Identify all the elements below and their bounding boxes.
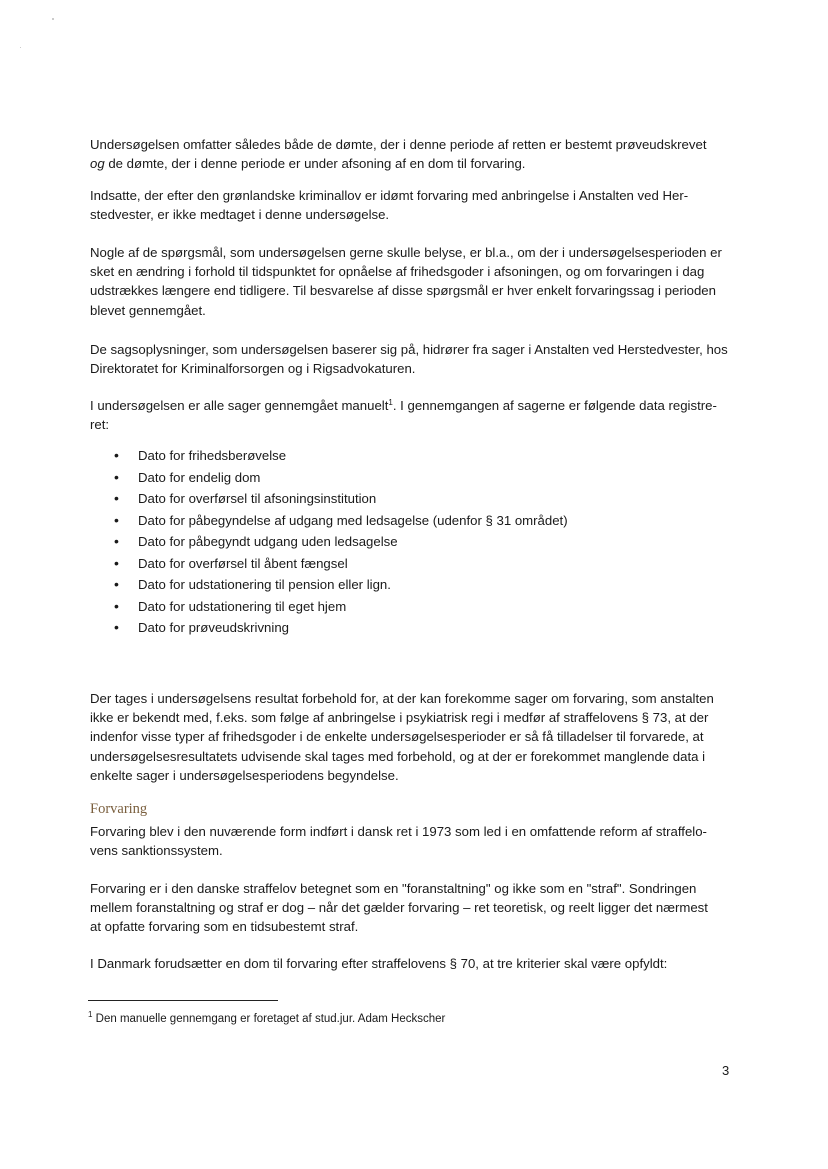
paragraph-criteria	[90, 954, 740, 973]
list-item: • Dato for frihedsberøvelse	[112, 445, 568, 467]
paragraph-line: Indsatte, der efter den grønlandske kriminallov er idømt forvaring med anbringelse i Anstalten ved Her-	[90, 188, 689, 203]
paragraph-line-end: . I gennemgangen af sagerne er følgende data registre-	[392, 398, 717, 413]
paragraph-line: I Danmark forudsætter en dom til forvaring efter straffelovens § 70, at tre kriterier skal være opfyldt:	[90, 956, 668, 971]
paragraph-line: udstrækkes længere end tidligere. Til besvarelse af disse spørgsmål er hver enkelt forvaringssag i perioden	[90, 283, 716, 299]
paragraph-line: Undersøgelsen omfatter således både de dømte, der i denne periode af retten er bestemt prøveudskrevet	[90, 137, 707, 152]
list-item: • Dato for påbegyndelse af udgang med ledsagelse (udenfor § 31 området)	[112, 510, 568, 532]
footnote-number: 1	[88, 1010, 93, 1019]
data-fields-list	[112, 445, 568, 639]
paragraph-line: ret:	[90, 417, 110, 433]
paragraph-line-start: I undersøgelsen er alle sager gennemgået manuelt	[90, 398, 389, 413]
paragraph-line: undersøgelsesresultatets udvisende skal tages med forbehold, og at der er forekommet manglende data i	[90, 748, 706, 764]
paragraph-forvaring-history	[90, 822, 740, 860]
paragraph-line: Direktoratet for Kriminalforsorgen og i Rigsadvokaturen.	[90, 361, 416, 377]
list-item: • Dato for udstationering til eget hjem	[112, 596, 568, 618]
list-item: • Dato for overførsel til åbent fængsel	[112, 553, 568, 575]
paragraph-forvaring-definition	[90, 879, 740, 937]
paragraph-line: Der tages i undersøgelsens resultat forbehold for, at der kan forekomme sager om forvaring, som anstalten	[90, 691, 714, 706]
list-item: • Dato for endelig dom	[112, 467, 568, 489]
page-number: 3	[722, 1063, 730, 1078]
footnote-reference: 1	[388, 398, 393, 407]
footnote-text: Den manuelle gennemgang er foretaget af stud.jur. Adam Heckscher	[95, 1013, 446, 1025]
paragraph-questions	[90, 243, 740, 320]
paragraph-line: Nogle af de spørgsmål, som undersøgelsen gerne skulle belyse, er bl.a., om der i undersøgelsesperioden er	[90, 245, 722, 260]
emphasis-og: og	[90, 156, 105, 172]
scan-speck	[52, 18, 54, 20]
list-item: • Dato for påbegyndt udgang uden ledsagelse	[112, 531, 568, 553]
paragraph-scope	[90, 135, 740, 173]
scan-speck	[20, 47, 21, 48]
list-item: • Dato for udstationering til pension eller lign.	[112, 574, 568, 596]
paragraph-line: sket en ændring i forhold til tidspunktet for opnåelse af frihedsgoder i afsoningen, og om forvaringen i dag	[90, 264, 705, 280]
paragraph-line	[90, 396, 740, 415]
paragraph-line: De sagsoplysninger, som undersøgelsen baserer sig på, hidrører fra sager i Anstalten ved Herstedvester, hos	[90, 342, 728, 357]
paragraph-line: enkelte sager i undersøgelsesperiodens begyndelse.	[90, 767, 399, 783]
paragraph-line: ikke er bekendt med, f.eks. som følge af anbringelse i psykiatrisk regi i medfør af straffelovens § 73, at der	[90, 710, 709, 726]
paragraph-reservations	[90, 689, 740, 785]
paragraph-line: mellem foranstaltning og straf er dog – når det gælder forvaring – ret teoretisk, og reelt ligger det nærmest	[90, 900, 708, 916]
paragraph-method	[90, 396, 740, 434]
footnote	[88, 1011, 445, 1027]
paragraph-sources	[90, 340, 740, 378]
paragraph-line	[90, 154, 740, 173]
footnote-separator	[88, 1000, 278, 1001]
section-heading: Forvaring	[90, 801, 148, 817]
paragraph-line-rest: de dømte, der i denne periode er under afsoning af en dom til forvaring.	[108, 156, 526, 172]
paragraph-line: vens sanktionssystem.	[90, 843, 223, 859]
paragraph-line: stedvester, er ikke medtaget i denne undersøgelse.	[90, 207, 390, 223]
paragraph-greenland	[90, 186, 740, 224]
paragraph-line: Forvaring er i den danske straffelov betegnet som en "foranstaltning" og ikke som en "straf". Sondringen	[90, 881, 697, 896]
paragraph-line: blevet gennemgået.	[90, 302, 206, 318]
paragraph-line: indenfor visse typer af frihedsgoder i de enkelte undersøgelsesperioder er så få tilladelser til forvarede, at	[90, 729, 704, 745]
paragraph-line: at opfatte forvaring som en tidsubestemt straf.	[90, 919, 359, 935]
list-item: • Dato for prøveudskrivning	[112, 617, 568, 639]
paragraph-line: Forvaring blev i den nuværende form indført i dansk ret i 1973 som led i en omfattende reform af straffelo-	[90, 824, 707, 839]
list-item: • Dato for overførsel til afsoningsinstitution	[112, 488, 568, 510]
